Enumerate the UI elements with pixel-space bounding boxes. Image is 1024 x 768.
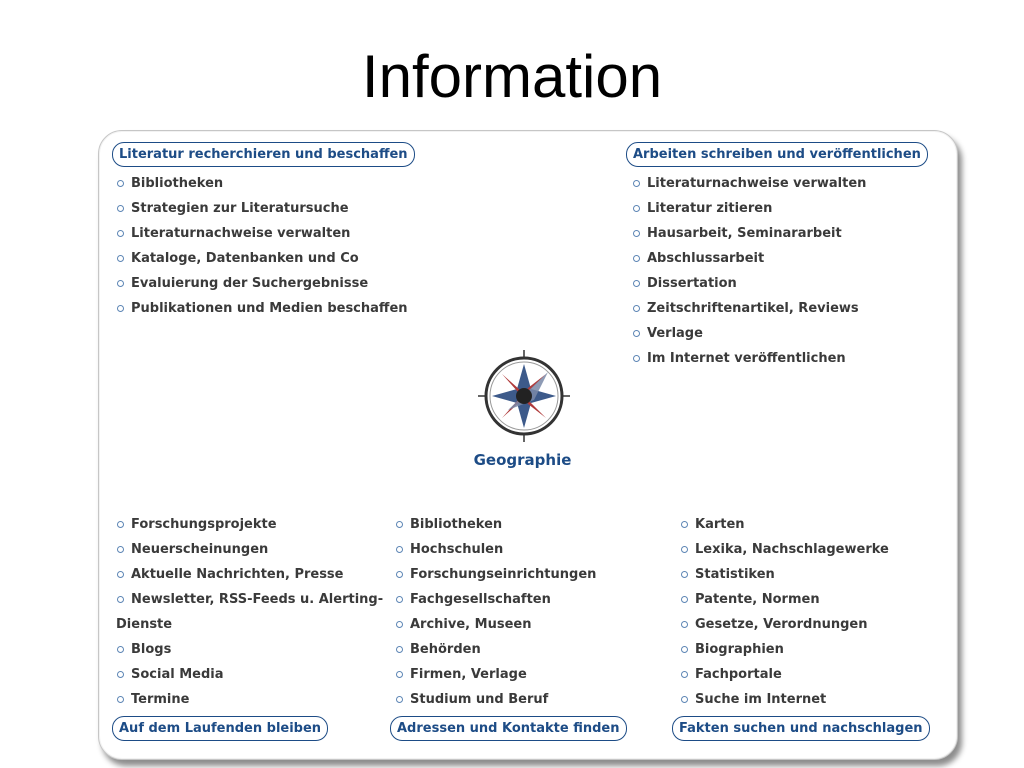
list-item[interactable] (681, 687, 889, 712)
list-item[interactable] (117, 296, 408, 321)
list-item-label: Archive, Museen (410, 617, 532, 632)
list-item-label: Literaturnachweise verwalten (131, 226, 351, 241)
list-item[interactable] (117, 662, 383, 687)
list-item-label: Neuerscheinungen (131, 542, 269, 557)
heading-adressen-kontakte-button[interactable]: Adressen und Kontakte finden (390, 716, 627, 741)
bullet-icon (681, 621, 688, 628)
bullet-icon (633, 305, 640, 312)
list-item[interactable] (117, 196, 408, 221)
bullet-icon (396, 546, 403, 553)
list-item-label: Newsletter, RSS-Feeds u. Alerting- (131, 592, 384, 607)
list-item-label: Fachportale (695, 667, 782, 682)
heading-fakten-suchen-button[interactable]: Fakten suchen und nachschlagen (672, 716, 930, 741)
list-item-label: Gesetze, Verordnungen (695, 617, 868, 632)
list-item-label: Bibliotheken (131, 176, 224, 191)
compass-icon[interactable] (478, 350, 570, 442)
bullet-icon (681, 671, 688, 678)
list-item[interactable] (396, 637, 596, 662)
list-item[interactable] (396, 512, 596, 537)
bullet-icon (117, 305, 124, 312)
list-item[interactable] (681, 537, 889, 562)
bullet-icon (117, 230, 124, 237)
list-item-label: Im Internet veröffentlichen (647, 351, 846, 366)
bullet-icon (117, 646, 124, 653)
laufenden-list (117, 512, 383, 712)
list-item-continuation[interactable] (116, 612, 383, 637)
list-item-label: Zeitschriftenartikel, Reviews (647, 301, 859, 316)
bullet-icon (117, 205, 124, 212)
list-item-label: Literaturnachweise verwalten (647, 176, 867, 191)
list-item-label: Blogs (131, 642, 172, 657)
list-item-label: Statistiken (695, 567, 775, 582)
list-item[interactable] (396, 537, 596, 562)
bullet-icon (117, 255, 124, 262)
list-item-label: Kataloge, Datenbanken und Co (131, 251, 359, 266)
list-item-label: Verlage (647, 326, 703, 341)
bullet-icon (117, 696, 124, 703)
list-item[interactable] (117, 562, 383, 587)
list-item[interactable] (633, 196, 866, 221)
bullet-icon (681, 571, 688, 578)
bullet-icon (396, 571, 403, 578)
heading-literatur-recherchieren-button[interactable]: Literatur recherchieren und beschaffen (112, 142, 415, 167)
list-item-label: Social Media (131, 667, 224, 682)
bullet-icon (117, 546, 124, 553)
list-item-label: Lexika, Nachschlagewerke (695, 542, 889, 557)
bullet-icon (117, 521, 124, 528)
list-item[interactable] (633, 171, 866, 196)
list-item-label: Biographien (695, 642, 784, 657)
bullet-icon (633, 180, 640, 187)
list-item-label: Forschungsprojekte (131, 517, 277, 532)
list-item[interactable] (396, 562, 596, 587)
bullet-icon (633, 255, 640, 262)
arbeiten-list (633, 171, 866, 371)
list-item[interactable] (117, 687, 383, 712)
bullet-icon (396, 621, 403, 628)
list-item-label: Hausarbeit, Seminararbeit (647, 226, 842, 241)
bullet-icon (396, 671, 403, 678)
list-item[interactable] (633, 221, 866, 246)
list-item[interactable] (681, 512, 889, 537)
list-item-label: Strategien zur Literatursuche (131, 201, 349, 216)
list-item-label: Forschungseinrichtungen (410, 567, 597, 582)
list-item-label: Publikationen und Medien beschaffen (131, 301, 408, 316)
bullet-icon (633, 330, 640, 337)
bullet-icon (681, 521, 688, 528)
list-item-label: Patente, Normen (695, 592, 820, 607)
list-item[interactable] (681, 612, 889, 637)
literatur-list (117, 171, 408, 321)
list-item[interactable] (117, 271, 408, 296)
list-item-label: Suche im Internet (695, 692, 827, 707)
list-item-label: Aktuelle Nachrichten, Presse (131, 567, 344, 582)
bullet-icon (681, 696, 688, 703)
bullet-icon (117, 180, 124, 187)
list-item-label: Studium und Beruf (410, 692, 549, 707)
list-item[interactable] (117, 587, 383, 612)
bullet-icon (117, 596, 124, 603)
list-item[interactable] (117, 171, 408, 196)
list-item[interactable] (117, 537, 383, 562)
list-item-label: Hochschulen (410, 542, 504, 557)
bullet-icon (633, 205, 640, 212)
bullet-icon (117, 571, 124, 578)
list-item[interactable] (681, 637, 889, 662)
list-item[interactable] (633, 346, 866, 371)
list-item-label: Behörden (410, 642, 481, 657)
list-item[interactable] (117, 246, 408, 271)
bullet-icon (633, 230, 640, 237)
list-item[interactable] (396, 687, 596, 712)
bullet-icon (117, 671, 124, 678)
list-item[interactable] (396, 662, 596, 687)
list-item[interactable] (633, 321, 866, 346)
bullet-icon (396, 521, 403, 528)
list-item[interactable] (681, 587, 889, 612)
page-title: Information (361, 43, 663, 110)
bullet-icon (396, 596, 403, 603)
list-item[interactable] (117, 637, 383, 662)
list-item-label: Literatur zitieren (647, 201, 773, 216)
list-item[interactable] (633, 271, 866, 296)
list-item[interactable] (681, 662, 889, 687)
list-item-label: Dissertation (647, 276, 737, 291)
fakten-list (681, 512, 889, 712)
list-item[interactable] (681, 562, 889, 587)
list-item[interactable] (633, 296, 866, 321)
bullet-icon (633, 355, 640, 362)
bullet-icon (117, 280, 124, 287)
list-item-label: Termine (131, 692, 190, 707)
bullet-icon (633, 280, 640, 287)
list-item[interactable] (117, 512, 383, 537)
bullet-icon (396, 646, 403, 653)
bullet-icon (681, 596, 688, 603)
heading-auf-dem-laufenden-button[interactable]: Auf dem Laufenden bleiben (112, 716, 328, 741)
list-item[interactable] (396, 612, 596, 637)
list-item-label: Fachgesellschaften (410, 592, 551, 607)
bullet-icon (681, 646, 688, 653)
list-item-label: Firmen, Verlage (410, 667, 527, 682)
list-item-label: Dienste (116, 617, 173, 632)
bullet-icon (396, 696, 403, 703)
list-item[interactable] (396, 587, 596, 612)
list-item[interactable] (117, 221, 408, 246)
list-item-label: Bibliotheken (410, 517, 503, 532)
list-item[interactable] (633, 246, 866, 271)
list-item-label: Evaluierung der Suchergebnisse (131, 276, 369, 291)
adressen-list (396, 512, 596, 712)
heading-arbeiten-schreiben-button[interactable]: Arbeiten schreiben und veröffentlichen (626, 142, 928, 167)
list-item-label: Abschlussarbeit (647, 251, 765, 266)
list-item-label: Karten (695, 517, 745, 532)
geographie-label[interactable]: Geographie (473, 451, 572, 469)
bullet-icon (681, 546, 688, 553)
